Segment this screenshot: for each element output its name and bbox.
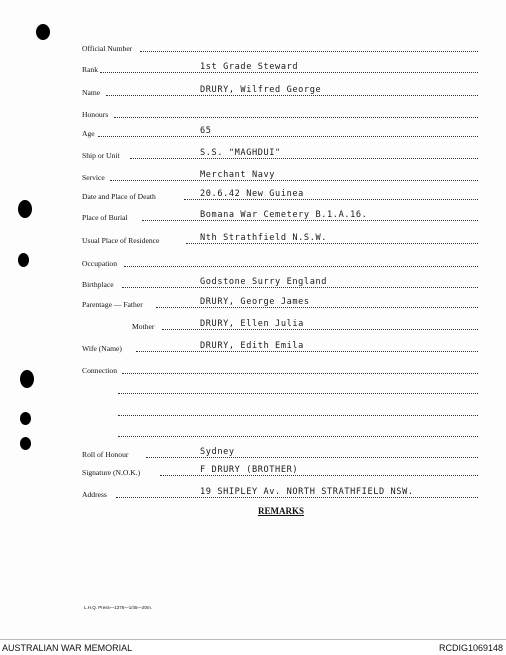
footer-source: AUSTRALIAN WAR MEMORIAL [2,643,133,653]
field-connection-line [0,404,506,418]
field-value: DRURY, George James [200,297,310,307]
field-label: Birthplace [82,280,114,289]
field-wife [0,340,506,354]
field-mother [0,318,506,332]
field-line [110,180,478,181]
field-label: Service [82,173,105,182]
print-code: L.H.Q. Press—1376—1/45—20m. [84,605,153,610]
field-birthplace [0,276,506,290]
field-label: Place of Burial [82,213,128,222]
field-line [118,436,478,437]
field-label: Usual Place of Residence [82,236,160,245]
field-ship-or-unit [0,147,506,161]
field-place-of-burial [0,209,506,223]
field-label: Parentage — Father [82,300,143,309]
field-value: Bomana War Cemetery B.1.A.16. [200,210,368,220]
field-connection-line [0,425,506,439]
remarks-heading: REMARKS [258,506,305,516]
field-line [116,497,478,498]
field-line [156,307,478,308]
field-label: Age [82,129,95,138]
field-value: Merchant Navy [200,170,276,180]
field-label: Mother [132,322,155,331]
field-occupation [0,255,506,269]
footer-record-id: RCDIG1069148 [438,643,503,653]
field-line [118,393,478,394]
footer-bar [0,639,506,655]
field-label: Name [82,88,101,97]
field-value: F DRURY (BROTHER) [200,465,299,475]
field-value: 1st Grade Steward [200,62,299,72]
field-service [0,169,506,183]
field-label: Official Number [82,44,133,53]
field-honours [0,106,506,120]
field-rank [0,61,506,75]
field-label: Honours [82,110,109,119]
field-line [184,199,478,200]
field-usual-residence [0,232,506,246]
field-line [114,117,478,118]
field-line [130,158,478,159]
field-label: Connection [82,366,118,375]
field-line [124,266,478,267]
field-connection-line [0,382,506,396]
field-value: Godstone Surry England [200,277,328,287]
field-signature-nok [0,464,506,478]
field-official-number [0,40,506,54]
field-value: Nth Strathfield N.S.W. [200,233,328,243]
field-label: Address [82,490,107,499]
field-label: Rank [82,65,99,74]
punch-hole [36,24,50,40]
field-line [122,373,478,374]
field-father [0,296,506,310]
field-label: Signature (N.O.K.) [82,468,141,477]
field-line [160,475,478,476]
field-line [100,72,478,73]
field-line [118,415,478,416]
field-line [136,351,478,352]
field-line [106,95,478,96]
field-label: Occupation [82,259,118,268]
field-label: Ship or Unit [82,151,120,160]
field-line [186,243,478,244]
field-value: DRURY, Wilfred George [200,85,322,95]
field-label: Roll of Honour [82,450,129,459]
field-line [122,287,478,288]
field-age [0,125,506,139]
field-value: DRURY, Ellen Julia [200,319,304,329]
field-label: Wife (Name) [82,344,122,353]
field-line [140,51,478,52]
field-line [98,136,478,137]
field-value: 65 [200,126,212,136]
field-value: 20.6.42 New Guinea [200,189,304,199]
field-value: Sydney [200,447,235,457]
field-line [162,329,478,330]
field-line [142,220,478,221]
field-line [146,457,478,458]
field-value: 19 SHIPLEY Av. NORTH STRATHFIELD NSW. [200,487,414,497]
field-value: DRURY, Edith Emila [200,341,304,351]
field-name [0,84,506,98]
field-date-place-of-death [0,188,506,202]
field-roll-of-honour [0,446,506,460]
field-address [0,486,506,500]
field-value: S.S. "MAGHDUI" [200,148,281,158]
field-label: Date and Place of Death [82,192,156,201]
field-connection [0,362,506,376]
